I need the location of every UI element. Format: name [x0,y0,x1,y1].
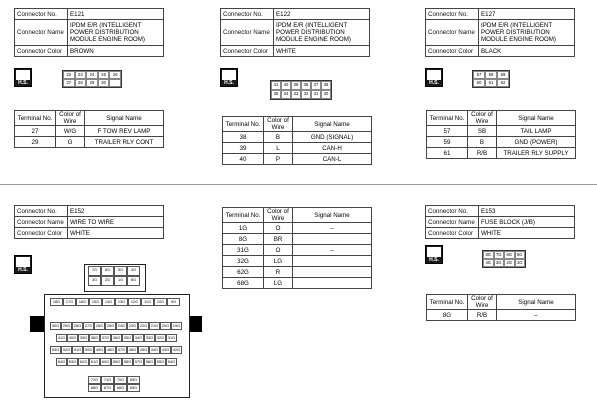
terminal-no: 8G [223,234,264,245]
connector-no-value: E153 [479,206,575,217]
connector-face-e153 [482,250,526,268]
signal-header: Signal Name [293,117,372,132]
pin: 22G [139,324,148,328]
color-header: Color of Wire [56,111,85,126]
pin: 8G [483,251,494,259]
pin: 2G [101,276,114,286]
pin: 3G [88,276,101,286]
pin [109,79,121,87]
pin: 35G [123,336,132,340]
hand-icon [16,70,30,80]
pin: 36 [321,81,331,90]
wire-color: O [264,245,293,256]
pin: 64G [57,360,66,364]
pin: 55G [156,360,165,364]
pin: 35 [271,90,281,99]
terminal-no: 31G [223,245,264,256]
connector-color-value: BROWN [68,46,164,57]
pin: 40G [68,336,77,340]
terminal-no: 68G [223,278,264,289]
connector-info-e121 [14,8,164,57]
pin: 31G [167,336,176,340]
pin: 16G [76,298,89,306]
pin: 4G [127,266,140,276]
connector-no-label: Connector No. [15,9,68,20]
pin: 58G [123,360,132,364]
signal-name [293,256,372,267]
pin: 19G [172,324,181,328]
pin: 25G [106,324,115,328]
pin: 8G [127,276,140,286]
connector-name-value: FUSE BLOCK (J/B) [479,217,575,228]
pin: 46G [128,348,137,352]
color-header: Color of Wire [264,117,293,132]
pin: 30 [98,79,110,87]
pin: 34 [281,90,291,99]
pin: 10G [154,298,167,306]
signal-header: Signal Name [85,111,164,126]
pin: 61G [90,360,99,364]
connector-name-label: Connector Name [426,217,479,228]
pin: 52G [62,348,71,352]
pin: 22 [63,71,75,79]
pin: 30G [51,324,60,328]
connector-no-value: E121 [68,9,164,20]
pin: 5G [515,251,526,259]
signal-name [293,267,372,278]
pin: 27 [63,79,75,87]
pin: 60G [101,360,110,364]
terminal-no: 1G [223,223,264,234]
terminal-no: 39 [223,143,264,154]
wire-color: R [264,267,293,278]
pin: 37G [101,336,110,340]
pin: 57G [134,360,143,364]
pin: 1G [515,259,526,267]
signal-name [293,278,372,289]
terminal-no: 8G [427,310,468,321]
connector-face-e122 [270,80,332,100]
pin: 68G [88,384,101,392]
pin: 6G [101,266,114,276]
pin: 49G [95,348,104,352]
pin: 34G [134,336,143,340]
pin: 37 [311,81,321,90]
connector-info-e122 [220,8,370,57]
terminal-no: 29 [15,137,56,148]
pin: 1G [114,276,127,286]
pin: 27G [84,324,93,328]
pin: 20G [161,324,170,328]
pin: 33 [291,90,301,99]
hand-icon [427,247,441,257]
signal-header: Signal Name [497,111,576,126]
hs-label: H.S. [429,80,439,86]
wire-color: R/B [468,148,497,159]
pin: 39G [79,336,88,340]
color-header: Color of Wire [468,111,497,126]
terminal-no: 59 [427,137,468,148]
pin: 26G [95,324,104,328]
terminal-no: 57 [427,126,468,137]
pin: 71G [101,376,114,384]
pin: 42G [172,348,181,352]
pin: 26 [109,71,121,79]
wire-color: O [264,223,293,234]
signal-name: TAIL LAMP [497,126,576,137]
wire-color: SB [468,126,497,137]
connector-no-value: E127 [479,9,575,20]
terminal-table-e152 [222,207,372,289]
pin: 23 [75,71,87,79]
signal-name: TRAILER RLY SUPPLY [497,148,576,159]
pin: 57 [473,71,485,79]
pin: 3G [494,259,505,267]
pin: 56G [145,360,154,364]
pin: 9G [167,298,180,306]
wire-color: L [264,143,293,154]
connector-color-label: Connector Color [426,46,479,57]
terminal-table-e122 [222,116,372,165]
connector-name-value: WIRE TO WIRE [68,217,164,228]
pin: 21G [150,324,159,328]
pin: 29G [62,324,71,328]
pin: 58 [485,71,497,79]
terminal-header: Terminal No. [427,111,468,126]
terminal-header: Terminal No. [223,208,264,223]
connector-name-value: IPDM E/R (INTELLIGENT POWER DISTRIBUTION MODULE ENGINE ROOM) [479,20,575,46]
pin: 72G [88,376,101,384]
pin: 70G [114,376,127,384]
connector-face-e152 [30,262,202,402]
pin: 25 [98,71,110,79]
pin: 23G [128,324,137,328]
signal-name: GND (SIGNAL) [293,132,372,143]
pin: 63G [68,360,77,364]
pin: 17G [63,298,76,306]
signal-header: Signal Name [497,295,576,310]
pin: 28 [75,79,87,87]
signal-header: Signal Name [293,208,372,223]
connector-name-label: Connector Name [15,20,68,46]
terminal-no: 32G [223,256,264,267]
connector-face-e127 [472,70,510,88]
pin: 69G [127,376,140,384]
pin: 59 [497,71,509,79]
wire-color: LG [264,278,293,289]
connector-color-label: Connector Color [221,46,274,57]
connector-info-e153 [425,205,575,239]
pin: 66G [114,384,127,392]
pin: 29 [86,79,98,87]
pin: 48G [106,348,115,352]
pin: 14G [102,298,115,306]
signal-name: – [293,223,372,234]
signal-name: TRAILER RLY CONT [85,137,164,148]
pin: 47G [117,348,126,352]
connector-latch-right [188,316,202,332]
pin: 51G [73,348,82,352]
signal-name: – [497,310,576,321]
pin: 32G [156,336,165,340]
wire-color: R/B [468,310,497,321]
hs-symbol [220,68,238,87]
pin: 5G [114,266,127,276]
color-header: Color of Wire [468,295,497,310]
hand-icon [16,257,30,267]
pin: 31 [311,90,321,99]
connector-no-label: Connector No. [15,206,68,217]
connector-no-value: E122 [274,9,370,20]
signal-name [293,234,372,245]
signal-name: – [293,245,372,256]
hand-icon [427,70,441,80]
connector-info-e152 [14,205,164,239]
wire-color: B [468,137,497,148]
connector-no-label: Connector No. [426,206,479,217]
connector-no-label: Connector No. [426,9,479,20]
terminal-header: Terminal No. [15,111,56,126]
terminal-no: 62G [223,267,264,278]
connector-color-value: BLACK [479,46,575,57]
signal-name: CAN-L [293,154,372,165]
hs-label: H.S. [224,80,234,86]
pin: 54G [167,360,176,364]
connector-name-label: Connector Name [221,20,274,46]
pin: 7G [494,251,505,259]
connector-name-value: IPDM E/R (INTELLIGENT POWER DISTRIBUTION MODULE ENGINE ROOM) [68,20,164,46]
wire-color: B [264,132,293,143]
pin: 67G [101,384,114,392]
pin: 38G [90,336,99,340]
terminal-table-e127 [426,110,576,159]
pin: 32 [301,90,311,99]
wire-color: P [264,154,293,165]
pin: 53G [51,348,60,352]
connector-color-value: WHITE [479,228,575,239]
hand-icon [222,70,236,80]
pin: 15G [89,298,102,306]
pin: 13G [115,298,128,306]
connector-name-label: Connector Name [426,20,479,46]
connector-face-e121 [62,70,122,88]
pin: 40 [281,81,291,90]
terminal-no: 38 [223,132,264,143]
connector-color-label: Connector Color [15,228,68,239]
terminal-table-e153 [426,294,576,321]
wire-color: G [56,137,85,148]
connector-color-value: WHITE [68,228,164,239]
pin: 45G [139,348,148,352]
terminal-no: 40 [223,154,264,165]
connector-color-label: Connector Color [15,46,68,57]
color-header: Color of Wire [264,208,293,223]
pin: 41 [271,81,281,90]
pin: 24 [86,71,98,79]
pin: 11G [141,298,154,306]
signal-name: GND (POWER) [497,137,576,148]
terminal-no: 61 [427,148,468,159]
pin: 59G [112,360,121,364]
pin: 65G [127,384,140,392]
hs-symbol [425,245,443,264]
hs-label: H.S. [429,257,439,263]
pin: 41G [57,336,66,340]
connector-no-label: Connector No. [221,9,274,20]
pin: 38 [301,81,311,90]
pin: 4G [483,259,494,267]
pin: 30 [321,90,331,99]
connector-info-e127 [425,8,575,57]
pin: 28G [73,324,82,328]
hs-label: H.S. [18,267,28,273]
hs-symbol [14,68,32,87]
wire-color: BR [264,234,293,245]
terminal-table-e121 [14,110,164,148]
pin: 50G [84,348,93,352]
section-divider [0,184,597,185]
pin: 62 [497,79,509,87]
pin: 12G [128,298,141,306]
connector-no-value: E152 [68,206,164,217]
pin: 7G [88,266,101,276]
wire-color: W/G [56,126,85,137]
connector-latch-left [30,316,44,332]
pin: 44G [150,348,159,352]
signal-name: F TOW REV LAMP [85,126,164,137]
pin: 24G [117,324,126,328]
pin: 33G [145,336,154,340]
pin: 62G [79,360,88,364]
hs-label: H.S. [18,80,28,86]
terminal-no: 27 [15,126,56,137]
terminal-header: Terminal No. [223,117,264,132]
pin: 39 [291,81,301,90]
hs-symbol [425,68,443,87]
connector-name-label: Connector Name [15,217,68,228]
pin: 61 [485,79,497,87]
pin: 18G [50,298,63,306]
pin: 36G [112,336,121,340]
terminal-header: Terminal No. [427,295,468,310]
connector-name-value: IPDM E/R (INTELLIGENT POWER DISTRIBUTION MODULE ENGINE ROOM) [274,20,370,46]
pin: 43G [161,348,170,352]
pin: 2G [504,259,515,267]
signal-name: CAN-H [293,143,372,154]
pin: 60 [473,79,485,87]
connector-color-label: Connector Color [426,228,479,239]
wire-color: LG [264,256,293,267]
pin: 6G [504,251,515,259]
connector-color-value: WHITE [274,46,370,57]
